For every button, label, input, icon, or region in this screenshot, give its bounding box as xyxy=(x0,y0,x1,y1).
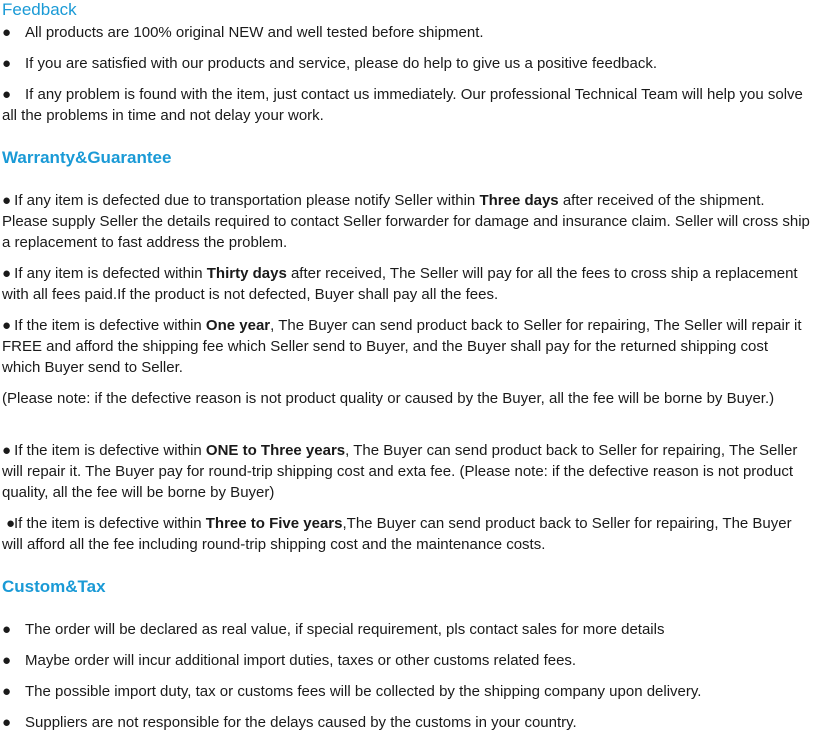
bullet-icon: ● xyxy=(2,86,12,103)
warranty-heading: Warranty&Guarantee xyxy=(2,148,172,167)
bullet-icon: ● xyxy=(2,265,12,282)
custom-item: ● Maybe order will incur additional import duties, taxes or other customs related fees. xyxy=(2,652,577,669)
bullet-icon: ● xyxy=(6,515,16,532)
custom-item: ● The possible import duty, tax or customs fees will be collected by the shipping company upon delivery. xyxy=(2,683,702,700)
bullet-icon: ● xyxy=(2,192,12,209)
warranty-paragraph: ● If the item is defective within ONE to Three years, The Buyer can send product back to Seller for repairing, The Seller will repair it. The Buyer pay for round-trip shipping cost and exta fee. (Please note: if the defective reason is not product quality, all the fee will be borne by Buyer) xyxy=(2,442,798,501)
warranty-note: (Please note: if the defective reason is not product quality or caused by the Buyer, all the fee will be borne by Buyer.) xyxy=(2,390,775,407)
bullet-icon: ● xyxy=(2,24,12,41)
warranty-paragraph: ● If any item is defected within Thirty days after received, The Seller will pay for all the fees to cross ship a replacement with all fees paid.If the product is not defected, Buyer shall pay all the fees. xyxy=(2,265,798,303)
custom-item: ● The order will be declared as real value, if special requirement, pls contact sales for more details xyxy=(2,621,665,638)
feedback-item: ● If you are satisfied with our products and service, please do help to give us a positive feedback. xyxy=(2,55,658,72)
feedback-heading: Feedback xyxy=(2,0,77,19)
warranty-paragraph: ● If any item is defected due to transportation please notify Seller within Three days after received of the shipment. Please supply Seller the details required to contact Seller forwarder for damage and insurance claim. Seller will cross ship a replacement to fast address the problem. xyxy=(2,192,810,251)
feedback-item: ● All products are 100% original NEW and well tested before shipment. xyxy=(2,24,484,41)
bullet-icon: ● xyxy=(2,683,12,700)
feedback-item: ● If any problem is found with the item, just contact us immediately. Our professional Technical Team will help you solve all the problems in time and not delay your work. xyxy=(2,86,803,124)
warranty-paragraph: ● If the item is defective within One year, The Buyer can send product back to Seller for repairing, The Seller will repair it FREE and afford the shipping fee which Seller send to Buyer, and the Buyer shall pay for the returned shipping cost which Buyer send to Seller. xyxy=(2,317,802,376)
bullet-icon: ● xyxy=(2,55,12,72)
warranty-paragraph: ●If the item is defective within Three to Five years,The Buyer can send product back to Seller for repairing, The Buyer will afford all the fee including round-trip shipping cost and the maintenance costs. xyxy=(2,515,792,553)
bullet-icon: ● xyxy=(2,317,12,334)
bullet-icon: ● xyxy=(2,621,12,638)
bullet-icon: ● xyxy=(2,442,12,459)
custom-item: ● Suppliers are not responsible for the delays caused by the customs in your country. xyxy=(2,714,577,731)
custom-tax-heading: Custom&Tax xyxy=(2,577,106,596)
bullet-icon: ● xyxy=(2,714,12,731)
bullet-icon: ● xyxy=(2,652,12,669)
